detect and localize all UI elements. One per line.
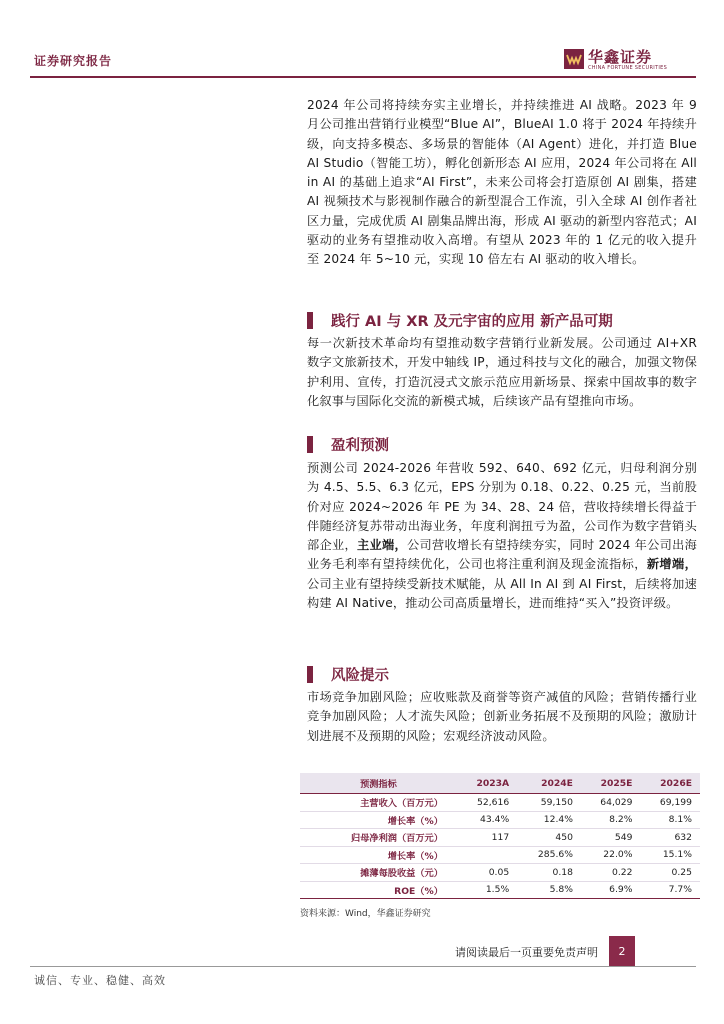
paragraph-risk: 市场竞争加剧风险；应收账款及商誉等资产减值的风险；营销传播行业竞争加剧风险；人才流失风险；创新业务拓展不及预期的风险；激励计划进展不及预期的风险；宏观经济波动风险。 <box>307 690 697 743</box>
table-cell: 0.22 <box>581 864 641 882</box>
table-header-cell: 2025E <box>581 773 641 794</box>
table-cell: 12.4% <box>517 811 581 829</box>
page-number: 2 <box>609 936 635 966</box>
logo-name-cn: 华鑫证券 <box>588 48 653 66</box>
footer-divider <box>30 966 696 967</box>
table-header-row <box>300 773 700 794</box>
table-cell: 1.5% <box>457 881 517 899</box>
table-row <box>300 864 700 882</box>
table-cell <box>457 846 517 864</box>
paragraph-forecast <box>307 459 697 613</box>
paragraph-ai-xr: 每一次新技术革命均有望推动数字营销行业新发展。公司通过 AI+XR 数字文旅新技术，开发中轴线 IP，通过科技与文化的融合，加强文物保护利用、宣传，打造沉浸式文旅示范应用新场景、探索中国故事的数字化叙事与国际化交流的新模式城，后续该产品有望推向市场。 <box>307 336 697 408</box>
table-cell: 0.05 <box>457 864 517 882</box>
section-title-ai-xr <box>307 308 613 332</box>
table-cell: 43.4% <box>457 811 517 829</box>
table-cell: 0.25 <box>640 864 700 882</box>
table-header-cell: 2026E <box>640 773 700 794</box>
section-title-text: 践行 AI 与 XR 及元宇宙的应用 新产品可期 <box>331 313 613 330</box>
table-row <box>300 811 700 829</box>
table-cell: 增长率（%） <box>300 811 457 829</box>
table-cell: 摊薄每股收益（元） <box>300 864 457 882</box>
table-cell: 0.18 <box>517 864 581 882</box>
table-cell: 64,029 <box>581 794 641 812</box>
table-cell: 6.9% <box>581 881 641 899</box>
forecast-bold-new: 新增端， <box>646 557 697 572</box>
table-header-cell: 预测指标 <box>300 773 457 794</box>
table-cell: 52,616 <box>457 794 517 812</box>
forecast-bold-main: 主业端， <box>357 538 407 553</box>
table-cell: 450 <box>517 829 581 847</box>
table-cell: 632 <box>640 829 700 847</box>
table-row <box>300 846 700 864</box>
table-cell: 117 <box>457 829 517 847</box>
footer-motto: 诚信、专业、稳健、高效 <box>34 974 166 987</box>
paragraph-ai-strategy: 2024 年公司将持续夯实主业增长，并持续推进 AI 战略。2023 年 9 月公司推出营销行业模型“Blue AI”，BlueAI 1.0 将于 2024 年持续升级，向支持多模态、多场景的智能体（AI Agent）进化，并打造 Blue AI Studio（智能工坊），孵化创新形态 AI 应用，2024 年公司将在 All in AI 的基础上追求“AI First”，未来公司将会打造原创 AI 剧集，搭建 AI 视频技术与影视制作融合的新型混合工作流，引入全球 AI 创作者社区力量，完成优质 AI 剧集品牌出海，形成 AI 驱动的新型内容范式；AI 驱动的业务有望推动收入高增。有望从 2023 年的 1 亿元的收入提升至 2024 年 5~10 元，实现 10 倍左右 AI 驱动的收入增长。 <box>307 98 697 267</box>
table-cell: 增长率（%） <box>300 846 457 864</box>
table-cell: 69,199 <box>640 794 700 812</box>
disclaimer-notice: 请阅读最后一页重要免责声明 <box>455 946 598 959</box>
table-cell: 8.1% <box>640 811 700 829</box>
forecast-text-d: 公司主业有望持续受新技术赋能，从 All In AI 到 AI First，后续将加速构建 AI Native，推动公司高质量增长，进而维持“买入”投资评级。 <box>307 576 697 611</box>
table-cell: ROE（%） <box>300 881 457 899</box>
table-cell: 15.1% <box>640 846 700 864</box>
section-marker-icon <box>307 666 313 683</box>
table-cell: 22.0% <box>581 846 641 864</box>
table-header-cell: 2024E <box>517 773 581 794</box>
header-report-type: 证券研究报告 <box>34 54 113 68</box>
table-cell: 549 <box>581 829 641 847</box>
table-cell: 归母净利润（百万元） <box>300 829 457 847</box>
table-cell: 59,150 <box>517 794 581 812</box>
forecast-text-a: 预测公司 2024-2026 年营收 592、640、692 亿元，归母利润分别为 4.5、5.5、6.3 亿元，EPS 分别为 0.18、0.22、0.25 元，当前股价对应 2024~2026 年 PE 为 34、28、24 倍，营收持续增长得益于伴随经济复苏带动出海业务，年度利润扭亏为盈，公司作为数字营销头部企业， <box>307 461 697 553</box>
header-divider <box>30 76 696 78</box>
section-title-risk <box>307 662 389 686</box>
section-title-forecast <box>307 432 389 456</box>
logo-name-en: CHINA FORTUNE SECURITIES <box>588 65 668 71</box>
table-cell: 285.6% <box>517 846 581 864</box>
forecast-table <box>300 773 700 899</box>
section-marker-icon <box>307 312 313 329</box>
logo-mark-icon <box>564 49 584 69</box>
table-header-cell: 2023A <box>457 773 517 794</box>
company-logo <box>564 44 694 74</box>
table-row <box>300 794 700 812</box>
table-row <box>300 881 700 899</box>
table-source-note: 资料来源：Wind，华鑫证券研究 <box>300 909 431 919</box>
table-row <box>300 829 700 847</box>
table-cell: 5.8% <box>517 881 581 899</box>
table-cell: 8.2% <box>581 811 641 829</box>
forecast-text-c: 公司营收增长有望持续夯实，同时 2024 年公司出海业务毛利率有望持续优化，公司也将注重利润及现金流指标， <box>307 538 697 572</box>
section-title-text: 风险提示 <box>331 667 389 684</box>
section-title-text: 盈利预测 <box>331 437 389 454</box>
table-cell: 7.7% <box>640 881 700 899</box>
table-cell: 主营收入（百万元） <box>300 794 457 812</box>
section-marker-icon <box>307 436 313 453</box>
